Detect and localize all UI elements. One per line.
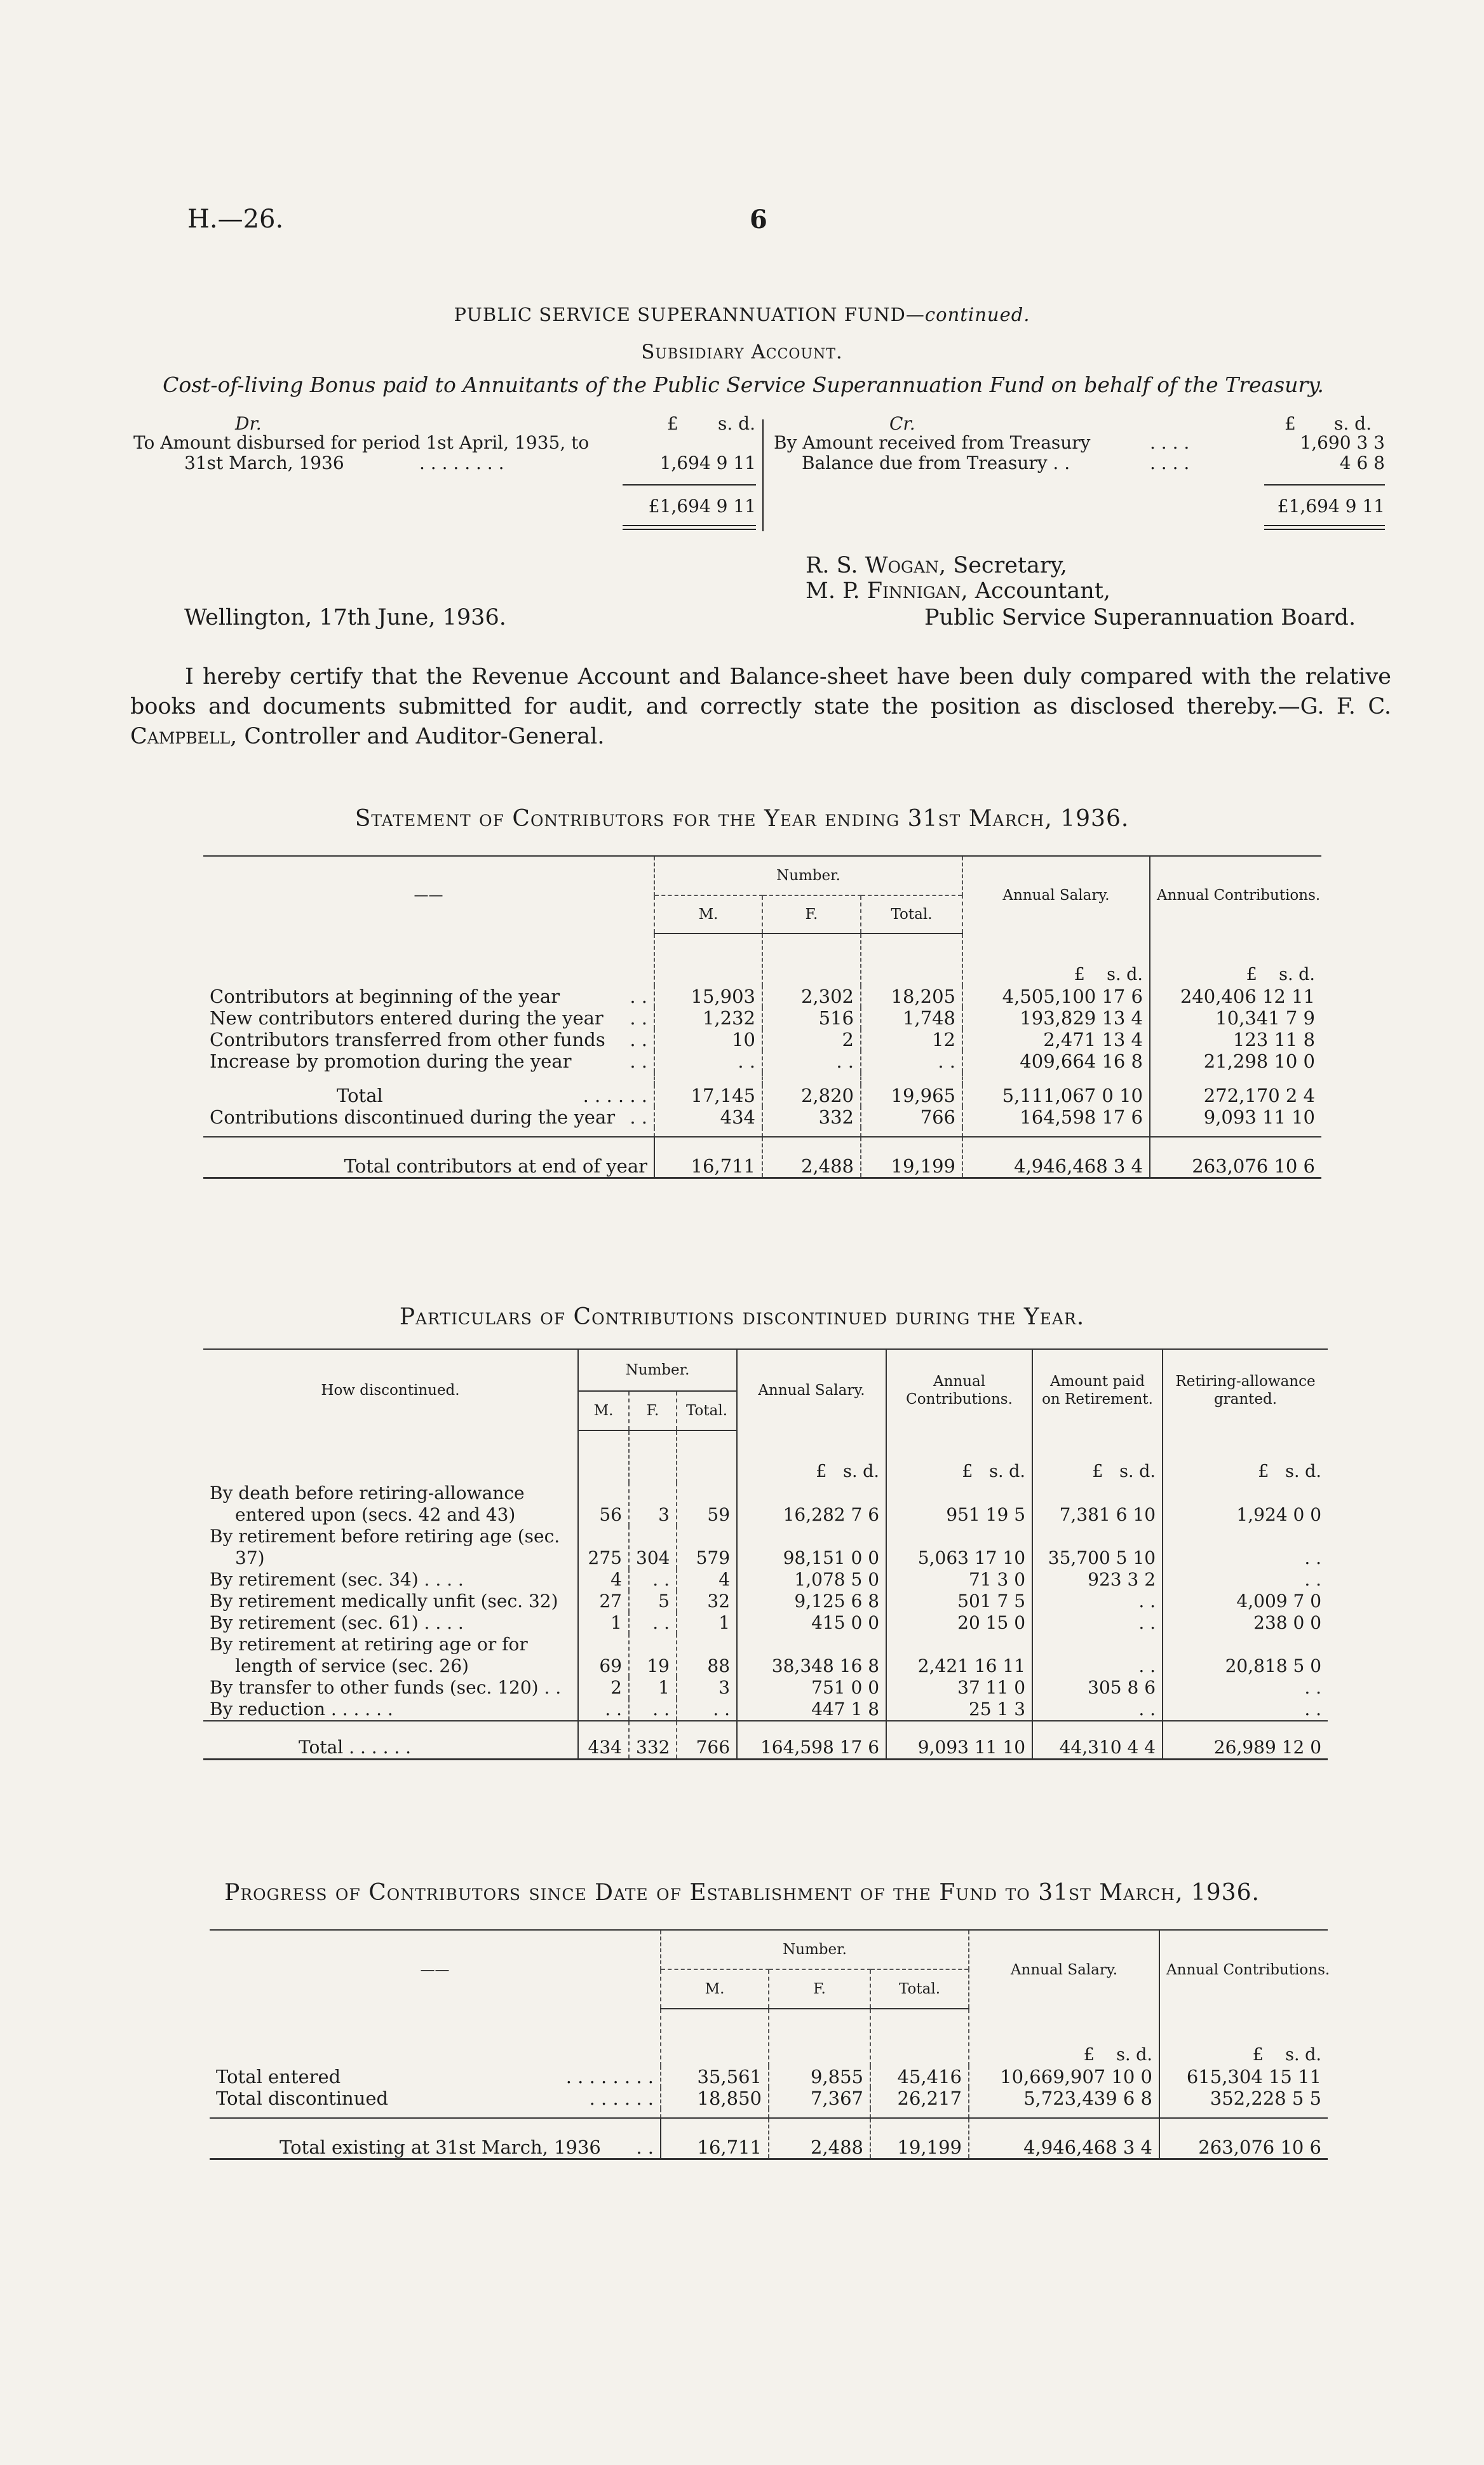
cell-salary: 1,078 5 0 bbox=[737, 1569, 886, 1591]
cell-m: 4 bbox=[578, 1569, 629, 1591]
table-row bbox=[210, 2066, 1328, 2088]
cell-salary: 751 0 0 bbox=[737, 1677, 886, 1699]
progress-head-total: Total. bbox=[870, 1969, 969, 2009]
cell-contrib: 501 7 5 bbox=[886, 1591, 1032, 1612]
row-dots: . . . . . . bbox=[583, 1085, 647, 1106]
statement-total-row bbox=[203, 1085, 1321, 1106]
secretary-name: R. S. Wogan bbox=[806, 553, 939, 578]
dr-label: Dr. bbox=[235, 413, 262, 434]
progress-head-contrib: Annual Contributions. bbox=[1159, 1930, 1328, 2009]
cell-total: 26,217 bbox=[870, 2088, 969, 2109]
cell-f: 2 bbox=[762, 1029, 861, 1050]
statement-unit-salary bbox=[962, 934, 1150, 986]
unit-sd: s. d. bbox=[1285, 1462, 1322, 1481]
row-label: Increase by promotion during the year bbox=[210, 1050, 572, 1072]
statement-discontinued-row bbox=[203, 1106, 1321, 1128]
left-entry-dots: . . . . . . . . bbox=[419, 452, 504, 473]
table-row bbox=[203, 986, 1321, 1007]
cell-salary: 98,151 0 0 bbox=[737, 1526, 886, 1569]
cell-f: . . bbox=[629, 1569, 677, 1591]
statement-head-f: F. bbox=[762, 895, 861, 934]
cell-salary: 447 1 8 bbox=[737, 1699, 886, 1721]
cell-m: 17,145 bbox=[654, 1085, 762, 1106]
progress-head-number: Number. bbox=[661, 1930, 969, 1969]
statement-head-salary: Annual Salary. bbox=[962, 856, 1150, 934]
cell-total: 1,748 bbox=[861, 1007, 962, 1029]
left-entry-line2: 31st March, 1936 bbox=[184, 452, 344, 473]
cell-total: 32 bbox=[677, 1591, 737, 1612]
progress-head-m: M. bbox=[661, 1969, 769, 2009]
cell-salary: 193,829 13 4 bbox=[962, 1007, 1150, 1029]
fund-title-main: PUBLIC SERVICE SUPERANNUATION FUND— bbox=[454, 304, 925, 325]
signature-secretary bbox=[806, 553, 1067, 578]
row-dots: . . . . . . bbox=[589, 2088, 654, 2109]
row-label: By retirement before retiring age (sec. 37) bbox=[210, 1526, 560, 1568]
cell-contrib: 951 19 5 bbox=[886, 1483, 1032, 1526]
progress-head-dash: —— bbox=[210, 1930, 661, 2009]
cell-contrib: 25 1 3 bbox=[886, 1699, 1032, 1721]
cell-paid: . . bbox=[1032, 1612, 1163, 1634]
cell-m: 56 bbox=[578, 1483, 629, 1526]
cell-retiring: . . bbox=[1163, 1569, 1328, 1591]
cell-total: 19,199 bbox=[861, 1137, 962, 1178]
cell-salary: 164,598 17 6 bbox=[737, 1721, 886, 1759]
cell-total: 766 bbox=[677, 1721, 737, 1759]
secretary-role: , Secretary, bbox=[938, 553, 1067, 578]
cell-contrib: 352,228 5 5 bbox=[1159, 2088, 1328, 2109]
cell-total: 1 bbox=[677, 1612, 737, 1634]
particulars-title: Particulars of Contributions discontinued during the Year. bbox=[399, 1304, 1085, 1330]
row-label: By transfer to other funds (sec. 120) . . bbox=[210, 1677, 562, 1698]
table-row bbox=[203, 1591, 1328, 1612]
cell-m: . . bbox=[654, 1050, 762, 1072]
cell-paid: . . bbox=[1032, 1591, 1163, 1612]
cell-retiring: . . bbox=[1163, 1526, 1328, 1569]
cell-total: 579 bbox=[677, 1526, 737, 1569]
table-row bbox=[203, 1699, 1328, 1721]
cell-contrib: 2,421 16 11 bbox=[886, 1634, 1032, 1677]
row-label: Contributions discontinued during the year bbox=[210, 1106, 616, 1128]
cell-contrib: 263,076 10 6 bbox=[1159, 2118, 1328, 2159]
cell-contrib: 240,406 12 11 bbox=[1150, 986, 1321, 1007]
unit-pound: £ bbox=[962, 1462, 973, 1481]
row-label: Total discontinued bbox=[216, 2088, 389, 2109]
statement-head-dash: —— bbox=[203, 856, 654, 934]
cell-contrib: 9,093 11 10 bbox=[1150, 1106, 1321, 1128]
cell-retiring: 238 0 0 bbox=[1163, 1612, 1328, 1634]
cell-paid: 44,310 4 4 bbox=[1032, 1721, 1163, 1759]
unit-pound: £ bbox=[1092, 1462, 1103, 1481]
row-label: Total entered bbox=[216, 2066, 341, 2088]
table-row bbox=[203, 1612, 1328, 1634]
unit-sd: s. d. bbox=[1279, 965, 1316, 984]
cell-f: 332 bbox=[629, 1721, 677, 1759]
cell-contrib: 5,063 17 10 bbox=[886, 1526, 1032, 1569]
cell-m: 16,711 bbox=[654, 1137, 762, 1178]
page-reference: H.—26. bbox=[187, 205, 284, 234]
unit-sd: s. d. bbox=[1107, 965, 1143, 984]
right-sum-rule bbox=[1264, 484, 1385, 486]
table-row bbox=[203, 1029, 1321, 1050]
cell-retiring: 20,818 5 0 bbox=[1163, 1634, 1328, 1677]
row-label: Contributors transferred from other funds bbox=[210, 1029, 605, 1050]
particulars-head-paid: Amount paid on Retirement. bbox=[1032, 1349, 1163, 1430]
account-divider bbox=[762, 419, 764, 531]
statement-unit-contrib bbox=[1150, 934, 1321, 986]
cr-label: Cr. bbox=[889, 413, 915, 434]
cell-m: 27 bbox=[578, 1591, 629, 1612]
unit-pound: £ bbox=[1083, 2045, 1095, 2065]
cell-salary: 164,598 17 6 bbox=[962, 1106, 1150, 1128]
unit-pound: £ bbox=[1258, 1462, 1269, 1481]
cell-f: 9,855 bbox=[769, 2066, 870, 2088]
row-dots: . . bbox=[630, 986, 647, 1007]
table-row bbox=[203, 1007, 1321, 1029]
unit-sd: s. d. bbox=[1116, 2045, 1153, 2065]
cell-salary: 10,669,907 10 0 bbox=[969, 2066, 1159, 2088]
cell-salary: 5,723,439 6 8 bbox=[969, 2088, 1159, 2109]
row-dots: . . bbox=[630, 1029, 647, 1050]
auditor-certificate bbox=[130, 662, 1391, 752]
cell-f: 2,302 bbox=[762, 986, 861, 1007]
unit-pound: £ bbox=[816, 1462, 827, 1481]
cell-f: 5 bbox=[629, 1591, 677, 1612]
row-label: Total contributors at end of year bbox=[203, 1137, 654, 1178]
cell-f: 2,488 bbox=[762, 1137, 861, 1178]
cell-paid: 923 3 2 bbox=[1032, 1569, 1163, 1591]
cell-contrib: 272,170 2 4 bbox=[1150, 1085, 1321, 1106]
left-pound-label: £ bbox=[667, 413, 678, 434]
unit-pound: £ bbox=[1252, 2045, 1264, 2065]
cell-contrib: 263,076 10 6 bbox=[1150, 1137, 1321, 1178]
cell-m: 1,232 bbox=[654, 1007, 762, 1029]
cell-m: 275 bbox=[578, 1526, 629, 1569]
cell-m: 434 bbox=[654, 1106, 762, 1128]
row-label: By death before retiring-allowance entered upon (secs. 42 and 43) bbox=[210, 1483, 525, 1525]
left-total: £1,694 9 11 bbox=[648, 496, 756, 517]
cell-salary: 4,946,468 3 4 bbox=[969, 2118, 1159, 2159]
right-entry-line1-dots: . . . . bbox=[1150, 432, 1190, 453]
row-dots: . . bbox=[630, 1007, 647, 1029]
cell-retiring: . . bbox=[1163, 1699, 1328, 1721]
cell-m: 16,711 bbox=[661, 2118, 769, 2159]
statement-head-total: Total. bbox=[861, 895, 962, 934]
auditor-name: Campbell bbox=[130, 724, 231, 749]
particulars-total-row bbox=[203, 1721, 1328, 1759]
cell-f: 1 bbox=[629, 1677, 677, 1699]
table-row bbox=[203, 1526, 1328, 1569]
table-row bbox=[203, 1050, 1321, 1072]
left-sum-rule bbox=[623, 484, 756, 486]
cell-total: 18,205 bbox=[861, 986, 962, 1007]
particulars-head-how: How discontinued. bbox=[203, 1349, 578, 1430]
cell-total: . . bbox=[861, 1050, 962, 1072]
cell-total: 45,416 bbox=[870, 2066, 969, 2088]
row-label: Contributors at beginning of the year bbox=[210, 986, 560, 1007]
right-total-rule-2 bbox=[1264, 529, 1385, 530]
particulars-head-retiring: Retiring-allowance granted. bbox=[1163, 1349, 1328, 1430]
row-label: By retirement at retiring age or for length of service (sec. 26) bbox=[210, 1634, 528, 1676]
fund-title-continued: continued. bbox=[924, 304, 1030, 325]
progress-table bbox=[210, 1929, 1328, 2160]
row-label: By retirement (sec. 34) . . . . bbox=[210, 1569, 464, 1590]
cell-paid: 305 8 6 bbox=[1032, 1677, 1163, 1699]
cell-contrib: 21,298 10 0 bbox=[1150, 1050, 1321, 1072]
cell-total: 12 bbox=[861, 1029, 962, 1050]
right-sd-label: s. d. bbox=[1334, 413, 1372, 434]
cell-contrib: 615,304 15 11 bbox=[1159, 2066, 1328, 2088]
unit-pound: £ bbox=[1074, 965, 1085, 984]
unit-sd: s. d. bbox=[1119, 1462, 1156, 1481]
right-entry-line2: Balance due from Treasury . . bbox=[802, 452, 1070, 473]
right-total: £1,694 9 11 bbox=[1277, 496, 1385, 517]
right-entry-line1: By Amount received from Treasury bbox=[774, 432, 1091, 453]
right-entry-line1-amount: 1,690 3 3 bbox=[1300, 432, 1385, 453]
particulars-head-m: M. bbox=[578, 1391, 629, 1430]
left-total-rule-2 bbox=[623, 529, 756, 530]
cell-retiring: 26,989 12 0 bbox=[1163, 1721, 1328, 1759]
cell-total: 88 bbox=[677, 1634, 737, 1677]
progress-head-salary: Annual Salary. bbox=[969, 1930, 1159, 2009]
cell-f: . . bbox=[629, 1699, 677, 1721]
particulars-table bbox=[203, 1348, 1328, 1760]
cell-retiring: 1,924 0 0 bbox=[1163, 1483, 1328, 1526]
cell-total: . . bbox=[677, 1699, 737, 1721]
cell-salary: 38,348 16 8 bbox=[737, 1634, 886, 1677]
cell-m: 2 bbox=[578, 1677, 629, 1699]
cell-f: 332 bbox=[762, 1106, 861, 1128]
cell-contrib: 9,093 11 10 bbox=[886, 1721, 1032, 1759]
cell-m: 15,903 bbox=[654, 986, 762, 1007]
cell-f: . . bbox=[629, 1612, 677, 1634]
right-total-rule bbox=[1264, 525, 1385, 526]
cell-total: 59 bbox=[677, 1483, 737, 1526]
table-row bbox=[203, 1569, 1328, 1591]
unit-pound: £ bbox=[1246, 965, 1257, 984]
cell-m: 35,561 bbox=[661, 2066, 769, 2088]
particulars-head-salary: Annual Salary. bbox=[737, 1349, 886, 1430]
cell-f: . . bbox=[762, 1050, 861, 1072]
left-entry-amount: 1,694 9 11 bbox=[659, 452, 756, 473]
statement-end-row bbox=[203, 1137, 1321, 1178]
cell-total: 19,965 bbox=[861, 1085, 962, 1106]
cell-paid: 35,700 5 10 bbox=[1032, 1526, 1163, 1569]
cell-salary: 5,111,067 0 10 bbox=[962, 1085, 1150, 1106]
particulars-head-total: Total. bbox=[677, 1391, 737, 1430]
cell-m: 69 bbox=[578, 1634, 629, 1677]
cell-f: 7,367 bbox=[769, 2088, 870, 2109]
table-row bbox=[203, 1483, 1328, 1526]
cell-total: 19,199 bbox=[870, 2118, 969, 2159]
row-dots: . . bbox=[636, 2136, 654, 2158]
table-row bbox=[210, 2088, 1328, 2109]
row-label: Total . . . . . . bbox=[203, 1721, 578, 1759]
accountant-name: M. P. Finnigan bbox=[806, 578, 961, 604]
statement-head-m: M. bbox=[654, 895, 762, 934]
row-label: By retirement medically unfit (sec. 32) bbox=[210, 1591, 558, 1612]
cell-f: 2,820 bbox=[762, 1085, 861, 1106]
unit-sd: s. d. bbox=[1285, 2045, 1322, 2065]
cell-total: 4 bbox=[677, 1569, 737, 1591]
cell-m: 434 bbox=[578, 1721, 629, 1759]
left-total-rule bbox=[623, 525, 756, 526]
table-row bbox=[203, 1634, 1328, 1677]
place-date: Wellington, 17th June, 1936. bbox=[184, 605, 506, 630]
subsidiary-account-title: Subsidiary Account. bbox=[641, 341, 843, 363]
cell-salary: 409,664 16 8 bbox=[962, 1050, 1150, 1072]
left-entry-line1: To Amount disbursed for period 1st April, 1935, to bbox=[133, 432, 590, 453]
accountant-role: , Accountant, bbox=[961, 578, 1111, 604]
cell-salary: 415 0 0 bbox=[737, 1612, 886, 1634]
cell-m: . . bbox=[578, 1699, 629, 1721]
cell-paid: 7,381 6 10 bbox=[1032, 1483, 1163, 1526]
page-number: 6 bbox=[750, 205, 767, 234]
cell-contrib: 37 11 0 bbox=[886, 1677, 1032, 1699]
progress-end-row bbox=[210, 2118, 1328, 2159]
cell-f: 516 bbox=[762, 1007, 861, 1029]
cell-salary: 9,125 6 8 bbox=[737, 1591, 886, 1612]
statement-head-contrib: Annual Contributions. bbox=[1150, 856, 1321, 934]
cell-m: 10 bbox=[654, 1029, 762, 1050]
row-label: Total bbox=[337, 1085, 383, 1106]
row-label: By retirement (sec. 61) . . . . bbox=[210, 1612, 464, 1633]
signature-accountant bbox=[806, 578, 1110, 604]
cell-contrib: 10,341 7 9 bbox=[1150, 1007, 1321, 1029]
cell-total: 3 bbox=[677, 1677, 737, 1699]
cell-retiring: 4,009 7 0 bbox=[1163, 1591, 1328, 1612]
cell-contrib: 71 3 0 bbox=[886, 1569, 1032, 1591]
cell-salary: 2,471 13 4 bbox=[962, 1029, 1150, 1050]
account-caption: Cost-of-living Bonus paid to Annuitants of the Public Service Superannuation Fund on behalf of the Treasury. bbox=[163, 372, 1324, 397]
particulars-head-f: F. bbox=[629, 1391, 677, 1430]
cell-f: 2,488 bbox=[769, 2118, 870, 2159]
cell-paid: . . bbox=[1032, 1699, 1163, 1721]
right-pound-label: £ bbox=[1285, 413, 1296, 434]
row-label: Total existing at 31st March, 1936 bbox=[280, 2136, 601, 2158]
unit-sd: s. d. bbox=[843, 1462, 880, 1481]
unit-sd: s. d. bbox=[989, 1462, 1026, 1481]
statement-head-number: Number. bbox=[654, 856, 962, 895]
cell-m: 1 bbox=[578, 1612, 629, 1634]
progress-title: Progress of Contributors since Date of Establishment of the Fund to 31st March, 1936. bbox=[224, 1880, 1260, 1906]
certificate-text: I hereby certify that the Revenue Account and Balance-sheet have been duly compared with the relative books and documents submitted for audit, and correctly state the position as disclosed thereby.—G. F. C. bbox=[130, 664, 1391, 719]
row-dots: . . bbox=[630, 1106, 647, 1128]
cell-salary: 16,282 7 6 bbox=[737, 1483, 886, 1526]
cell-contrib: 20 15 0 bbox=[886, 1612, 1032, 1634]
right-entry-line2-dots: . . . . bbox=[1150, 452, 1190, 473]
row-label: New contributors entered during the year bbox=[210, 1007, 604, 1029]
certificate-suffix: , Controller and Auditor-General. bbox=[230, 724, 605, 749]
right-entry-line2-amount: 4 6 8 bbox=[1339, 452, 1385, 473]
cell-f: 304 bbox=[629, 1526, 677, 1569]
particulars-head-number: Number. bbox=[578, 1349, 737, 1391]
particulars-head-contrib: Annual Contributions. bbox=[886, 1349, 1032, 1430]
fund-title bbox=[0, 304, 1484, 325]
board-name: Public Service Superannuation Board. bbox=[924, 605, 1356, 630]
cell-salary: 4,505,100 17 6 bbox=[962, 986, 1150, 1007]
left-sd-label: s. d. bbox=[718, 413, 755, 434]
cell-f: 3 bbox=[629, 1483, 677, 1526]
row-dots: . . . . . . . . bbox=[565, 2066, 654, 2088]
progress-head-f: F. bbox=[769, 1969, 870, 2009]
statement-table bbox=[203, 855, 1321, 1179]
cell-total: 766 bbox=[861, 1106, 962, 1128]
cell-contrib: 123 11 8 bbox=[1150, 1029, 1321, 1050]
cell-retiring: . . bbox=[1163, 1677, 1328, 1699]
cell-m: 18,850 bbox=[661, 2088, 769, 2109]
cell-salary: 4,946,468 3 4 bbox=[962, 1137, 1150, 1178]
table-row bbox=[203, 1677, 1328, 1699]
cell-paid: . . bbox=[1032, 1634, 1163, 1677]
statement-title: Statement of Contributors for the Year ending 31st March, 1936. bbox=[354, 806, 1130, 832]
row-label: By reduction . . . . . . bbox=[210, 1699, 393, 1720]
row-dots: . . bbox=[630, 1050, 647, 1072]
cell-f: 19 bbox=[629, 1634, 677, 1677]
